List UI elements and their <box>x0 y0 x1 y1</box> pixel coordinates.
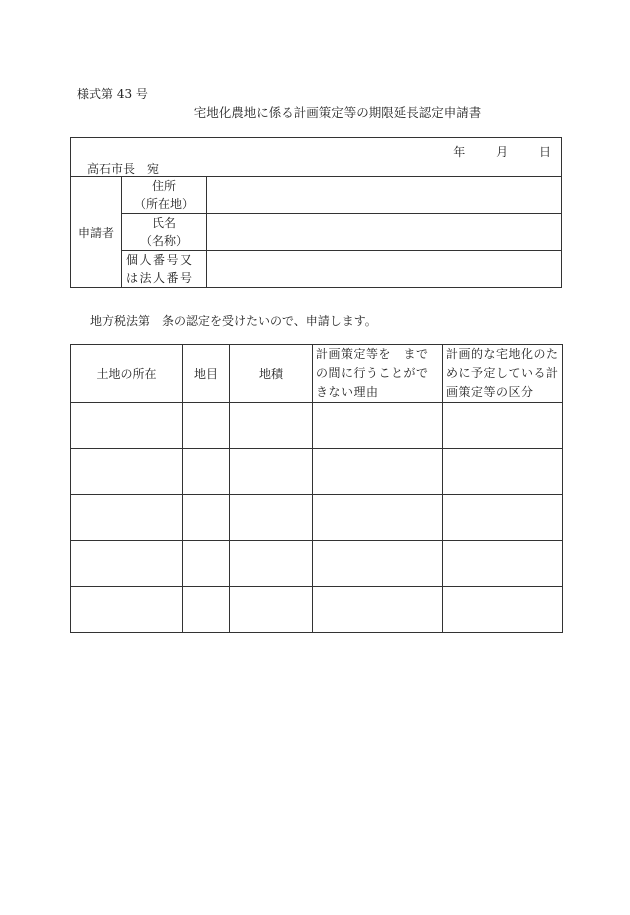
cell-location[interactable] <box>71 541 183 587</box>
cell-reason[interactable] <box>313 541 443 587</box>
name-field[interactable] <box>207 214 561 250</box>
header-reason: 計画策定等を までの間に行うことができない理由 <box>313 345 443 403</box>
number-label-line1: 個人番号又 <box>126 253 194 267</box>
date-row <box>453 143 551 160</box>
cell-land-area[interactable] <box>230 587 313 633</box>
number-label-line2: は法人番号 <box>126 271 194 285</box>
name-label <box>122 213 206 250</box>
applicant-form <box>70 137 562 288</box>
addressee: 高石市長 宛 <box>87 162 160 176</box>
header-location: 土地の所在 <box>71 345 183 403</box>
applicant-label: 申請者 <box>77 225 114 240</box>
cell-plan-category[interactable] <box>443 403 563 449</box>
header-plan-category: 計画的な宅地化のために予定している計画策定等の区分 <box>443 345 563 403</box>
cell-location[interactable] <box>71 587 183 633</box>
table-row <box>71 403 563 449</box>
cell-reason[interactable] <box>313 403 443 449</box>
date-day-label: 日 <box>538 145 551 159</box>
table-row <box>71 541 563 587</box>
address-field[interactable] <box>207 177 561 213</box>
table-row <box>71 587 563 633</box>
cell-location[interactable] <box>71 403 183 449</box>
cell-land-category[interactable] <box>183 495 230 541</box>
cell-plan-category[interactable] <box>443 587 563 633</box>
name-label-line2: （名称） <box>139 233 188 248</box>
cell-plan-category[interactable] <box>443 449 563 495</box>
personal-number-field[interactable] <box>207 251 561 288</box>
cell-reason[interactable] <box>313 495 443 541</box>
header-land-area: 地積 <box>230 345 313 403</box>
application-statement: 地方税法第 条の認定を受けたいので、申請します。 <box>90 314 377 328</box>
cell-reason[interactable] <box>313 449 443 495</box>
date-year-label: 年 <box>453 145 466 159</box>
date-month-label: 月 <box>496 145 509 159</box>
cell-land-category[interactable] <box>183 587 230 633</box>
cell-location[interactable] <box>71 495 183 541</box>
cell-plan-category[interactable] <box>443 541 563 587</box>
cell-land-area[interactable] <box>230 403 313 449</box>
cell-land-category[interactable] <box>183 449 230 495</box>
cell-land-category[interactable] <box>183 403 230 449</box>
cell-reason[interactable] <box>313 587 443 633</box>
header-land-category: 地目 <box>183 345 230 403</box>
name-label-line1: 氏名 <box>151 215 176 230</box>
cell-land-area[interactable] <box>230 495 313 541</box>
land-table <box>70 344 563 633</box>
table-row <box>71 449 563 495</box>
cell-land-area[interactable] <box>230 541 313 587</box>
table-header-row <box>71 345 563 403</box>
cell-plan-category[interactable] <box>443 495 563 541</box>
form-number: 様式第 43 号 <box>77 87 148 101</box>
address-label-line1: 住所 <box>151 178 176 193</box>
cell-land-area[interactable] <box>230 449 313 495</box>
address-label <box>122 176 206 213</box>
cell-location[interactable] <box>71 449 183 495</box>
personal-number-label <box>122 250 206 288</box>
cell-land-category[interactable] <box>183 541 230 587</box>
table-row <box>71 495 563 541</box>
document-title: 宅地化農地に係る計画策定等の期限延長認定申請書 <box>193 105 482 120</box>
address-label-line2: （所在地） <box>133 196 194 211</box>
